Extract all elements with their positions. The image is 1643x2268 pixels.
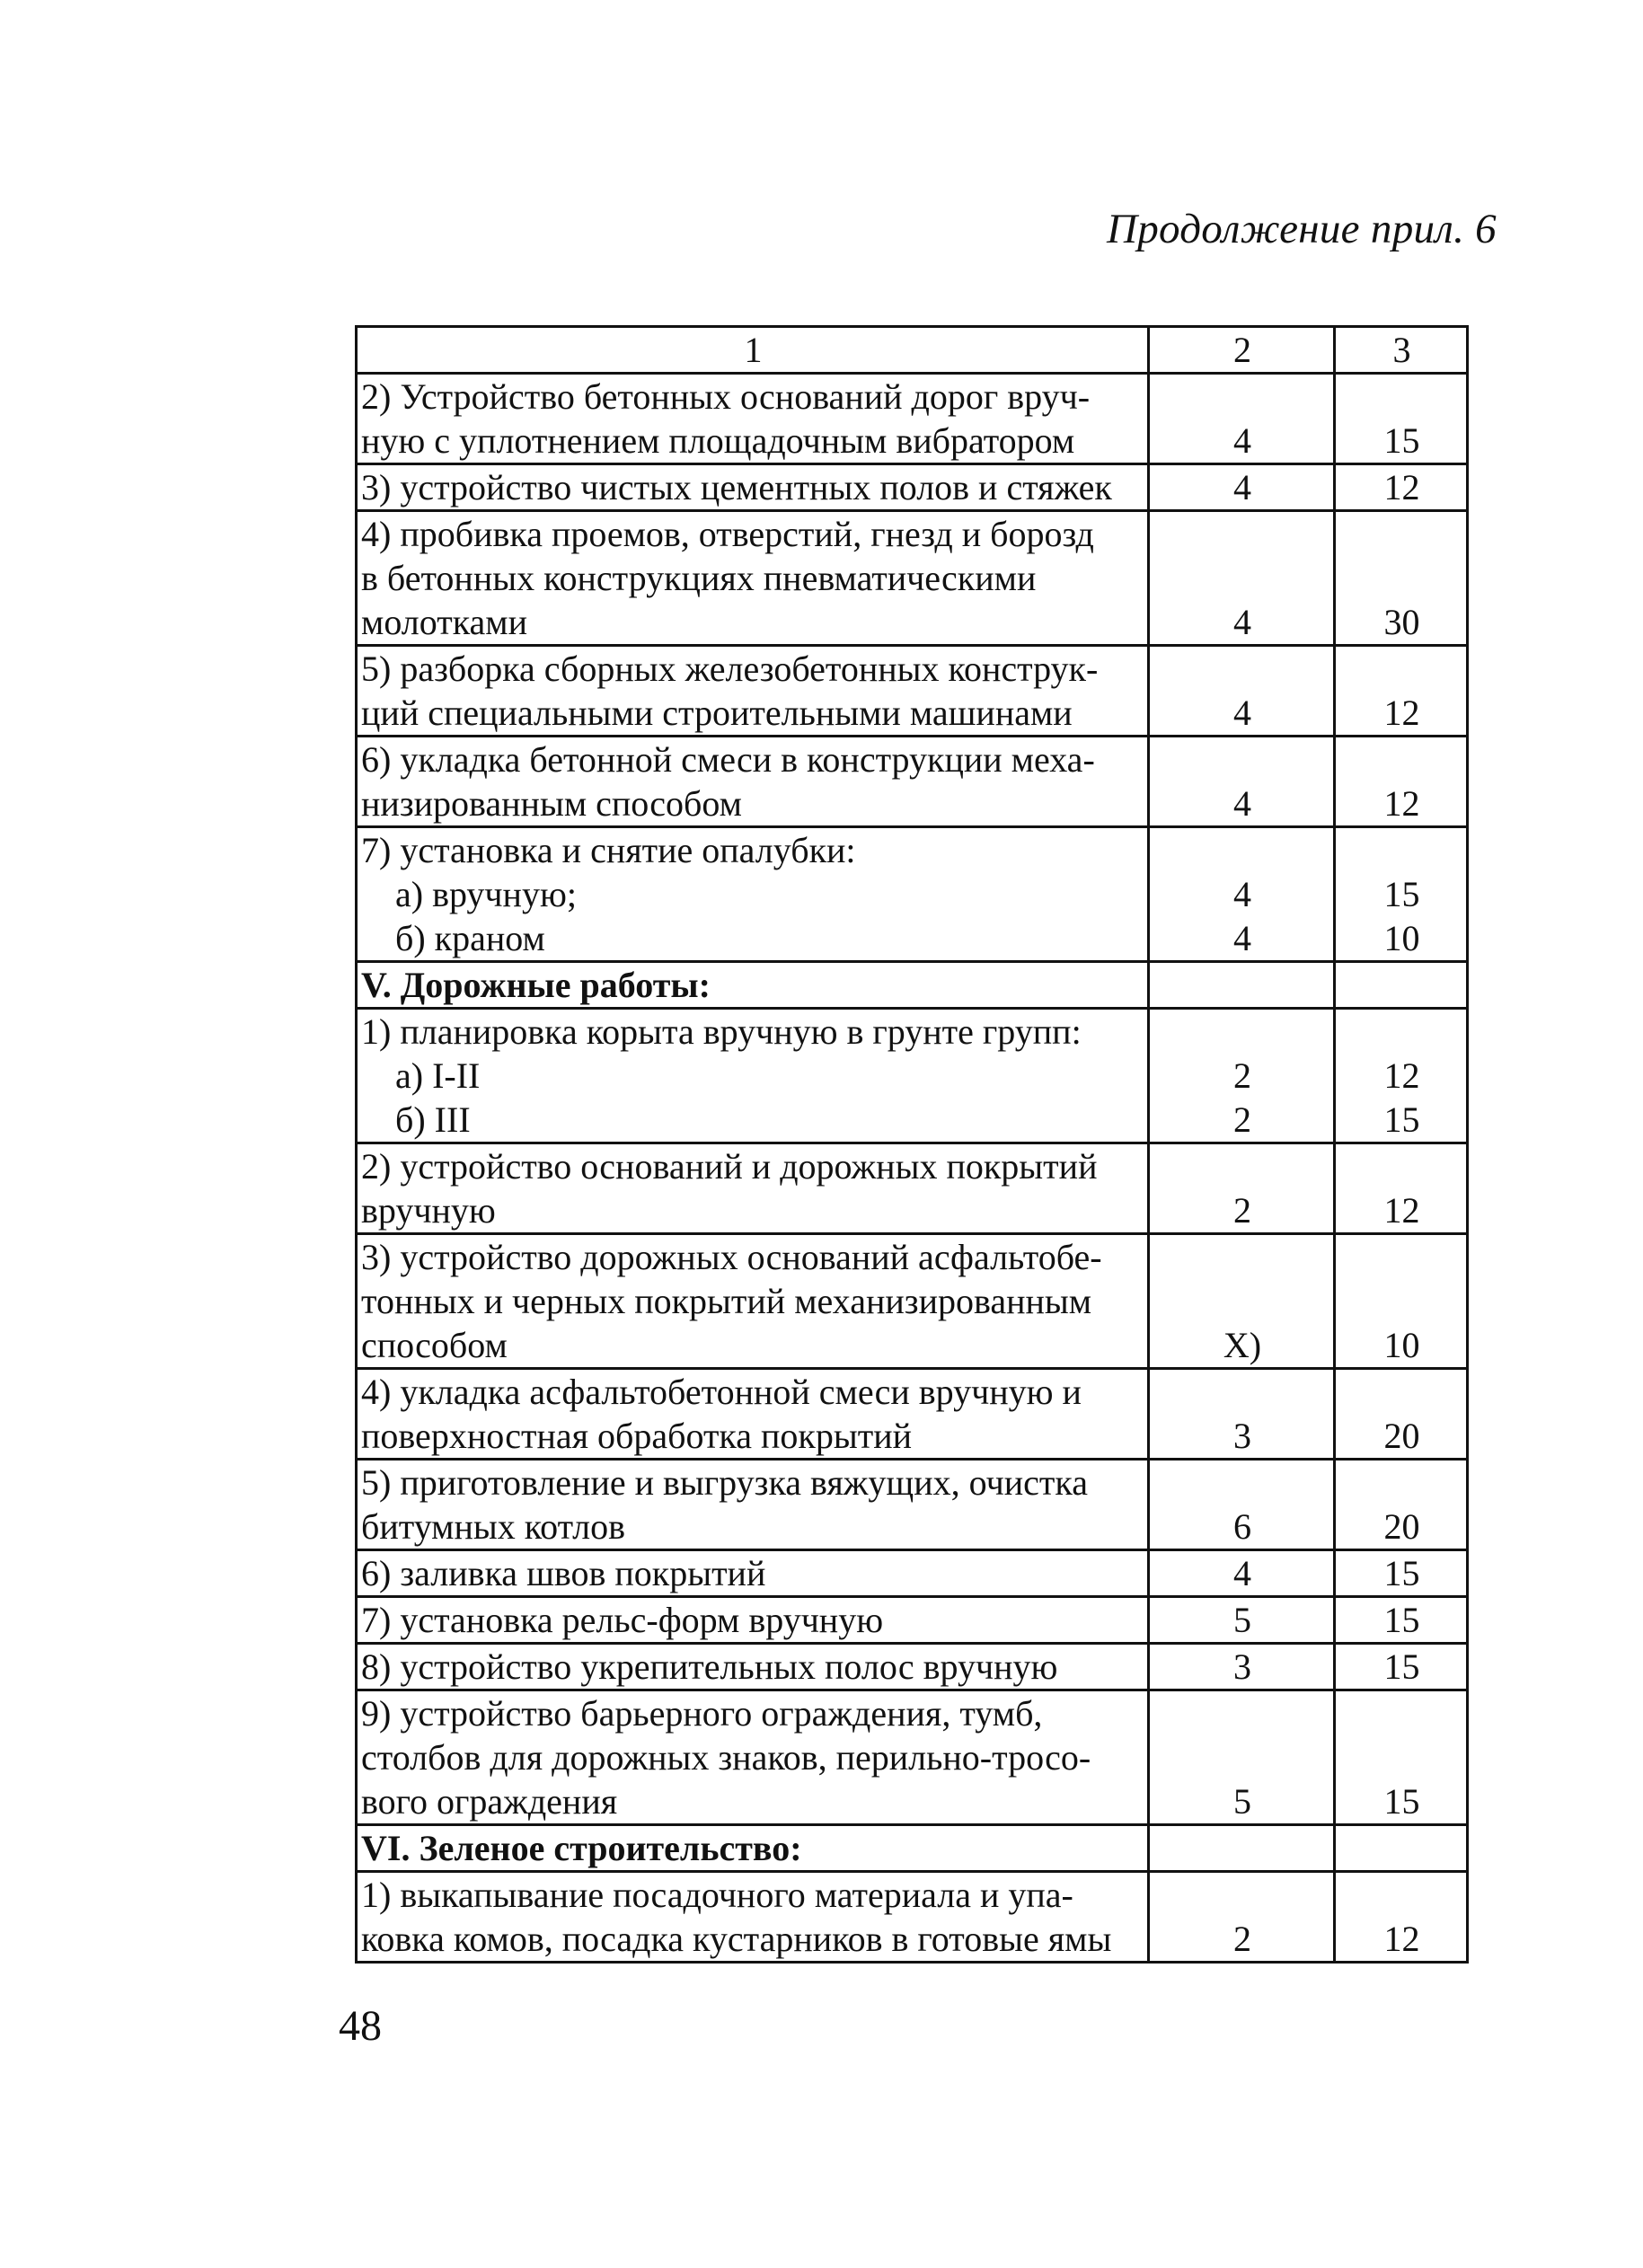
description-line: 1) планировка корыта вручную в грунте групп:: [361, 1011, 1082, 1052]
table-row: [357, 1460, 1468, 1550]
col-2-value: 3: [1233, 1646, 1251, 1687]
table-row: [357, 374, 1468, 464]
col-3-value: 15: [1383, 874, 1420, 914]
col-3-value: 12: [1383, 1055, 1420, 1096]
col-2-value: [1153, 963, 1331, 1007]
col-3-value: 12: [1383, 1190, 1420, 1231]
page-caption: Продолжение прил. 6: [1106, 206, 1497, 252]
col-3-cell: [1335, 374, 1468, 464]
header-col-1: 1: [357, 327, 1149, 374]
col-3-value: 15: [1383, 1553, 1420, 1593]
description-line: 4) пробивка проемов, отверстий, гнезд и борозд: [361, 514, 1094, 554]
col-2-value: 5: [1233, 1781, 1251, 1822]
table-row: [357, 1143, 1468, 1234]
col-2-cell: [1149, 1644, 1335, 1690]
col-2-value: 4: [1233, 420, 1251, 461]
col-3-value: 15: [1383, 1781, 1420, 1822]
col-3-value: [1339, 1010, 1464, 1054]
description-line: а) I-II: [395, 1055, 481, 1096]
description-line: низированным способом: [361, 783, 742, 824]
col-3-value: 30: [1383, 602, 1420, 642]
col-3-cell: [1335, 1009, 1468, 1143]
description-line: 2) Устройство бетонных оснований дорог вруч-: [361, 376, 1091, 417]
table-body: [357, 374, 1468, 1963]
col-3-value: 12: [1383, 783, 1420, 824]
col-3-cell: [1335, 1234, 1468, 1369]
table-row: [357, 1644, 1468, 1690]
page-number: 48: [339, 2002, 382, 2050]
table-row: [357, 464, 1468, 511]
col-2-cell: [1149, 1597, 1335, 1644]
col-3-value: 12: [1383, 467, 1420, 507]
description-line: б) III: [395, 1099, 471, 1140]
col-2-value: Х): [1223, 1325, 1262, 1365]
description-line: битумных котлов: [361, 1506, 625, 1547]
work-description-cell: [357, 1872, 1149, 1963]
col-2-cell: [1149, 1460, 1335, 1550]
col-2-value: 2: [1233, 1055, 1251, 1096]
col-3-value: 15: [1383, 420, 1420, 461]
work-description-cell: [357, 1234, 1149, 1369]
work-description-cell: [357, 1825, 1149, 1872]
col-3-cell: [1335, 511, 1468, 646]
col-3-value: [1339, 1826, 1464, 1870]
description-line: б) краном: [395, 918, 545, 958]
col-2-value: 5: [1233, 1600, 1251, 1640]
col-2-cell: [1149, 1234, 1335, 1369]
col-2-value: 4: [1233, 467, 1251, 507]
col-2-cell: [1149, 374, 1335, 464]
col-3-cell: [1335, 1550, 1468, 1597]
col-2-cell: [1149, 1872, 1335, 1963]
col-2-value: 3: [1233, 1416, 1251, 1456]
work-description-cell: [357, 1143, 1149, 1234]
description-line: ную с уплотнением площадочным вибратором: [361, 420, 1075, 461]
description-line: а) вручную;: [395, 874, 577, 914]
col-2-cell: [1149, 962, 1335, 1009]
col-3-cell: [1335, 1369, 1468, 1460]
description-line: 6) заливка швов покрытий: [361, 1553, 766, 1593]
col-2-value: 2: [1233, 1099, 1251, 1140]
description-line: 5) разборка сборных железобетонных конструк-: [361, 649, 1099, 689]
norms-table: [355, 325, 1469, 1964]
col-2-value: [1153, 1826, 1331, 1870]
col-2-cell: [1149, 827, 1335, 962]
table-header-row: [357, 327, 1468, 374]
col-2-value: [1153, 828, 1331, 872]
col-3-cell: [1335, 1597, 1468, 1644]
table-row: [357, 511, 1468, 646]
work-description-cell: [357, 1550, 1149, 1597]
table-row: [357, 737, 1468, 827]
col-2-cell: [1149, 1550, 1335, 1597]
table-row: [357, 1369, 1468, 1460]
work-description-cell: [357, 1597, 1149, 1644]
table-row: [357, 1550, 1468, 1597]
col-3-value: 15: [1383, 1646, 1420, 1687]
work-description-cell: [357, 646, 1149, 737]
table-row: [357, 646, 1468, 737]
col-2-cell: [1149, 1825, 1335, 1872]
description-line: поверхностная обработка покрытий: [361, 1416, 913, 1456]
col-2-cell: [1149, 511, 1335, 646]
col-3-value: 20: [1383, 1506, 1420, 1547]
col-2-cell: [1149, 1690, 1335, 1825]
table-row: [357, 1690, 1468, 1825]
col-2-cell: [1149, 646, 1335, 737]
description-line: 7) установка и снятие опалубки:: [361, 830, 856, 870]
description-line: 6) укладка бетонной смеси в конструкции меха-: [361, 739, 1095, 780]
header-col-3: 3: [1335, 327, 1468, 374]
col-2-value: 2: [1233, 1919, 1251, 1959]
col-2-value: 4: [1233, 874, 1251, 914]
col-2-cell: [1149, 737, 1335, 827]
work-description-cell: [357, 1690, 1149, 1825]
header-col-2: 2: [1149, 327, 1335, 374]
col-2-value: 4: [1233, 693, 1251, 733]
work-description-cell: [357, 1644, 1149, 1690]
description-line: 1) выкапывание посадочного материала и упа-: [361, 1875, 1073, 1915]
description-line: 3) устройство дорожных оснований асфальтобе-: [361, 1237, 1102, 1277]
description-line: столбов для дорожных знаков, перильно-тросо-: [361, 1737, 1091, 1778]
work-description-cell: [357, 1460, 1149, 1550]
col-3-cell: [1335, 962, 1468, 1009]
description-line: тонных и черных покрытий механизированным: [361, 1281, 1092, 1321]
description-line: 8) устройство укрепительных полос вручную: [361, 1646, 1058, 1687]
col-3-value: [1339, 828, 1464, 872]
table-row: [357, 1825, 1468, 1872]
col-2-value: 2: [1233, 1190, 1251, 1231]
table-row: [357, 1234, 1468, 1369]
col-2-cell: [1149, 1369, 1335, 1460]
table-row: [357, 1872, 1468, 1963]
col-3-cell: [1335, 1644, 1468, 1690]
description-line: 5) приготовление и выгрузка вяжущих, очистка: [361, 1462, 1088, 1503]
col-2-value: 4: [1233, 918, 1251, 958]
table-row: [357, 962, 1468, 1009]
description-line: 4) укладка асфальтобетонной смеси вручную и: [361, 1372, 1082, 1412]
col-3-value: 12: [1383, 1919, 1420, 1959]
col-2-value: 4: [1233, 783, 1251, 824]
col-3-cell: [1335, 1690, 1468, 1825]
description-line: вого ограждения: [361, 1781, 618, 1822]
col-2-value: [1153, 1010, 1331, 1054]
description-line: ковка комов, посадка кустарников в готовые ямы: [361, 1919, 1112, 1959]
col-2-value: 4: [1233, 1553, 1251, 1593]
col-3-cell: [1335, 1460, 1468, 1550]
col-3-value: [1339, 963, 1464, 1007]
col-3-value: 15: [1383, 1099, 1420, 1140]
description-line: 9) устройство барьерного ограждения, тумб,: [361, 1693, 1043, 1734]
col-2-value: 4: [1233, 602, 1251, 642]
col-3-value: 10: [1383, 1325, 1420, 1365]
section-heading: VI. Зеленое строительство:: [361, 1828, 802, 1868]
col-3-value: 20: [1383, 1416, 1420, 1456]
description-line: 3) устройство чистых цементных полов и стяжек: [361, 467, 1112, 507]
col-3-cell: [1335, 646, 1468, 737]
col-2-cell: [1149, 464, 1335, 511]
work-description-cell: [357, 1009, 1149, 1143]
section-heading: V. Дорожные работы:: [361, 965, 711, 1005]
col-2-value: 6: [1233, 1506, 1251, 1547]
work-description-cell: [357, 511, 1149, 646]
table-row: [357, 1597, 1468, 1644]
col-3-cell: [1335, 827, 1468, 962]
work-description-cell: [357, 962, 1149, 1009]
table-row: [357, 1009, 1468, 1143]
description-line: молотками: [361, 602, 527, 642]
col-3-cell: [1335, 464, 1468, 511]
description-line: в бетонных конструкциях пневматическими: [361, 558, 1037, 598]
col-3-cell: [1335, 1872, 1468, 1963]
work-description-cell: [357, 374, 1149, 464]
description-line: ций специальными строительными машинами: [361, 693, 1073, 733]
col-3-cell: [1335, 1143, 1468, 1234]
work-description-cell: [357, 464, 1149, 511]
description-line: вручную: [361, 1190, 496, 1231]
col-3-cell: [1335, 737, 1468, 827]
description-line: 2) устройство оснований и дорожных покрытий: [361, 1146, 1098, 1187]
col-3-cell: [1335, 1825, 1468, 1872]
col-3-value: 10: [1383, 918, 1420, 958]
work-description-cell: [357, 827, 1149, 962]
col-2-cell: [1149, 1143, 1335, 1234]
work-description-cell: [357, 737, 1149, 827]
col-2-cell: [1149, 1009, 1335, 1143]
table-row: [357, 827, 1468, 962]
col-3-value: 12: [1383, 693, 1420, 733]
col-3-value: 15: [1383, 1600, 1420, 1640]
description-line: 7) установка рельс-форм вручную: [361, 1600, 884, 1640]
work-description-cell: [357, 1369, 1149, 1460]
description-line: способом: [361, 1325, 508, 1365]
